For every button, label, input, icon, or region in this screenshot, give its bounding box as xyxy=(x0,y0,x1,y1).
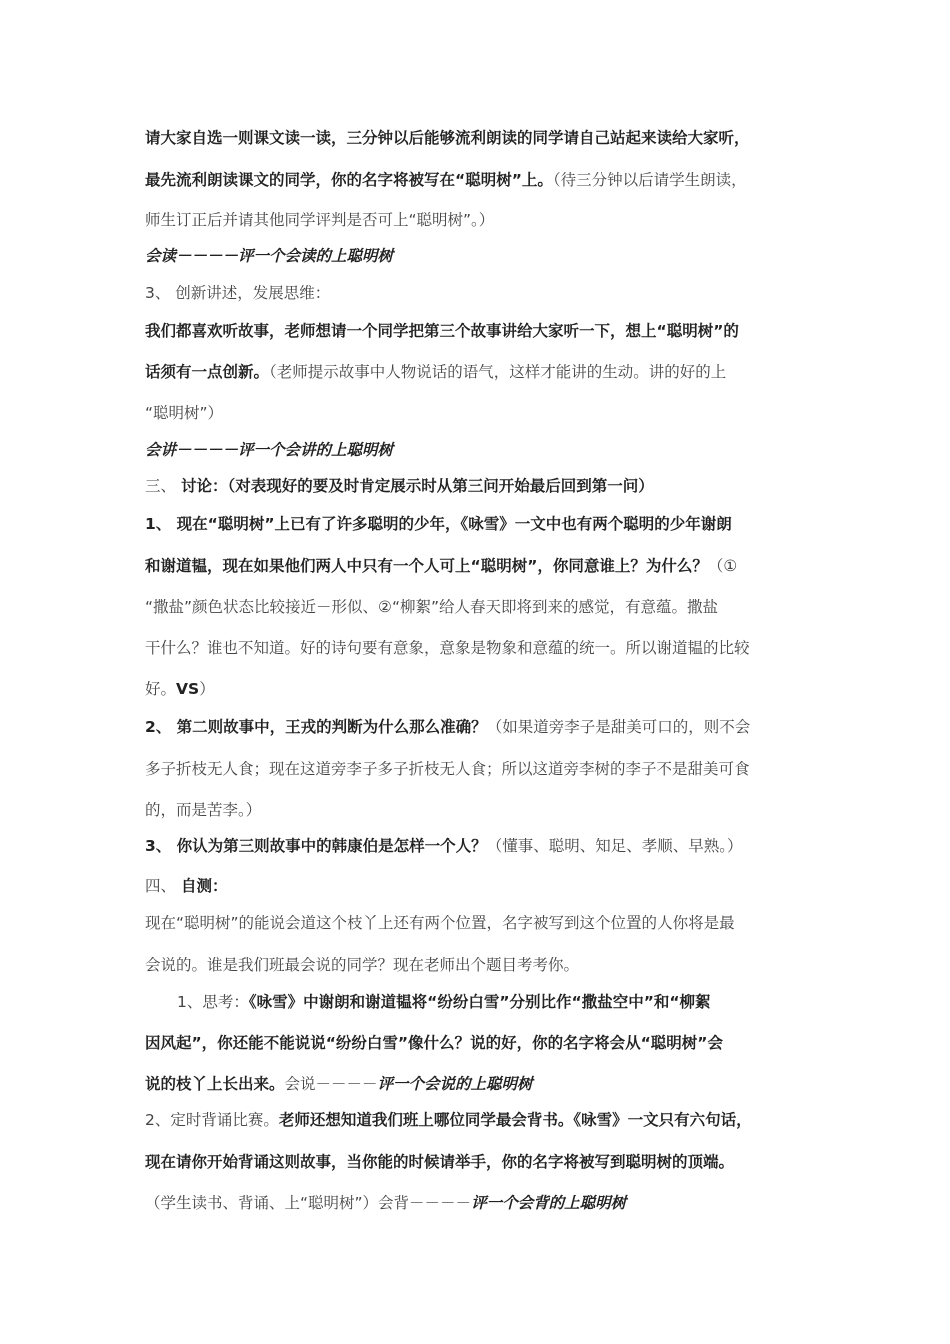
bold-text: 《咏雪》中谢朗和谢道韫将“纷纷白雪”分别比作“撒盐空中”和“柳絮 xyxy=(248,993,711,1011)
normal-text: 会说－－－－ xyxy=(284,1075,378,1093)
normal-text: 好。 xyxy=(145,680,177,698)
text-line xyxy=(145,876,227,896)
text-line xyxy=(145,913,735,933)
bold-text: 现在请你开始背诵这则故事，当你能的时候请举手，你的名字将被写到聪明树的顶端。 xyxy=(145,1153,735,1171)
text-line xyxy=(145,246,393,266)
text-line xyxy=(145,210,494,230)
text-line xyxy=(177,992,711,1012)
text-line xyxy=(145,362,726,382)
normal-text: 现在“聪明树”的能说会道这个枝丫上还有两个位置，名字被写到这个位置的人你将是最 xyxy=(145,914,735,932)
bold-italic-text: 会读－－－－评一个会读的上聪明树 xyxy=(145,247,394,265)
text-line xyxy=(145,717,750,737)
bold-text: 自测： xyxy=(180,877,228,895)
text-line xyxy=(145,321,739,341)
normal-text: 多子折枝无人食；现在这道旁李子多子折枝无人食；所以这道旁李树的李子不是甜美可食 xyxy=(145,760,750,778)
normal-text: ） xyxy=(199,680,215,698)
bold-text: 我们都喜欢听故事，老师想请一个同学把第三个故事讲给大家听一下，想上“聪明树”的 xyxy=(145,322,739,340)
bold-text: 因风起”，你还能不能说说“纷纷白雪”像什么？说的好，你的名字将会从“聪明树”会 xyxy=(145,1034,723,1052)
text-line xyxy=(145,403,223,423)
bold-text: 1、 现在“聪明树”上已有了许多聪明的少年，《咏雪》一文中也有两个聪明的少年谢朗 xyxy=(145,515,732,533)
normal-text: （① xyxy=(707,557,738,575)
normal-text: （如果道旁李子是甜美可口的，则不会 xyxy=(486,718,751,736)
text-line xyxy=(145,1193,626,1213)
bold-text: 话须有一点创新。 xyxy=(145,363,270,381)
normal-text: 2、定时背诵比赛。 xyxy=(145,1111,279,1129)
text-line xyxy=(145,679,215,699)
text-line xyxy=(145,638,750,658)
text-line xyxy=(145,440,393,460)
text-line xyxy=(145,283,330,303)
text-line xyxy=(145,597,718,617)
bold-text: 3、 你认为第三则故事中的韩康伯是怎样一个人？ xyxy=(145,837,487,855)
normal-text: （学生读书、背诵、上“聪明树”）会背－－－－ xyxy=(145,1194,472,1212)
text-line xyxy=(145,1110,752,1130)
text-line xyxy=(145,128,750,148)
text-line xyxy=(145,514,732,534)
text-line xyxy=(145,1033,723,1053)
normal-text: 四、 xyxy=(145,877,181,895)
normal-text: （懂事、聪明、知足、孝顺、早熟。） xyxy=(486,837,743,855)
bold-text: 请大家自选一则课文读一读，三分钟以后能够流利朗读的同学请自己站起来读给大家听， xyxy=(145,129,750,147)
normal-text: “聪明树”） xyxy=(145,404,224,422)
text-line xyxy=(145,1152,734,1172)
normal-text: 1、思考： xyxy=(177,993,249,1011)
normal-text: 3、 创新讲述，发展思维： xyxy=(145,284,331,302)
bold-text: 2、 第二则故事中，王戎的判断为什么那么准确？ xyxy=(145,718,487,736)
bold-text: 讨论：（对表现好的要及时肯定展示时从第三问开始最后回到第一问） xyxy=(180,477,654,495)
bold-italic-text: 会讲－－－－评一个会讲的上聪明树 xyxy=(145,441,394,459)
text-line xyxy=(145,800,261,820)
normal-text: （待三分钟以后请学生朗读， xyxy=(552,171,747,189)
bold-text: VS xyxy=(176,680,200,698)
normal-text: 三、 xyxy=(145,477,181,495)
normal-text: 的，而是苦李。） xyxy=(145,801,262,819)
text-line xyxy=(145,1074,533,1094)
bold-italic-text: 评一个会背的上聪明树 xyxy=(471,1194,627,1212)
normal-text: 干什么？谁也不知道。好的诗句要有意象，意象是物象和意蕴的统一。所以谢道韫的比较 xyxy=(145,639,750,657)
bold-text: 老师还想知道我们班上哪位同学最会背书。《咏雪》一文只有六句话， xyxy=(278,1111,752,1129)
bold-italic-text: 评一个会说的上聪明树 xyxy=(377,1075,533,1093)
bold-text: 说的枝丫上长出来。 xyxy=(145,1075,285,1093)
normal-text: （老师提示故事中人物说话的语气，这样才能讲的生动。讲的好的上 xyxy=(269,363,727,381)
normal-text: “撒盐”颜色状态比较接近－形似、②“柳絮”给人春天即将到来的感觉，有意蕴。撒盐 xyxy=(145,598,719,616)
text-line xyxy=(145,170,747,190)
bold-text: 和谢道韫，现在如果他们两人中只有一个人可上“聪明树”，你同意谁上？为什么？ xyxy=(145,557,708,575)
normal-text: 师生订正后并请其他同学评判是否可上“聪明树”。） xyxy=(145,211,495,229)
bold-text: 最先流利朗读课文的同学，你的名字将被写在“聪明树”上。 xyxy=(145,171,553,189)
text-line xyxy=(145,556,737,576)
text-line xyxy=(145,476,654,496)
text-line xyxy=(145,836,742,856)
text-line xyxy=(145,759,750,779)
text-line xyxy=(145,955,579,975)
normal-text: 会说的。谁是我们班最会说的同学？现在老师出个题目考考你。 xyxy=(145,956,580,974)
